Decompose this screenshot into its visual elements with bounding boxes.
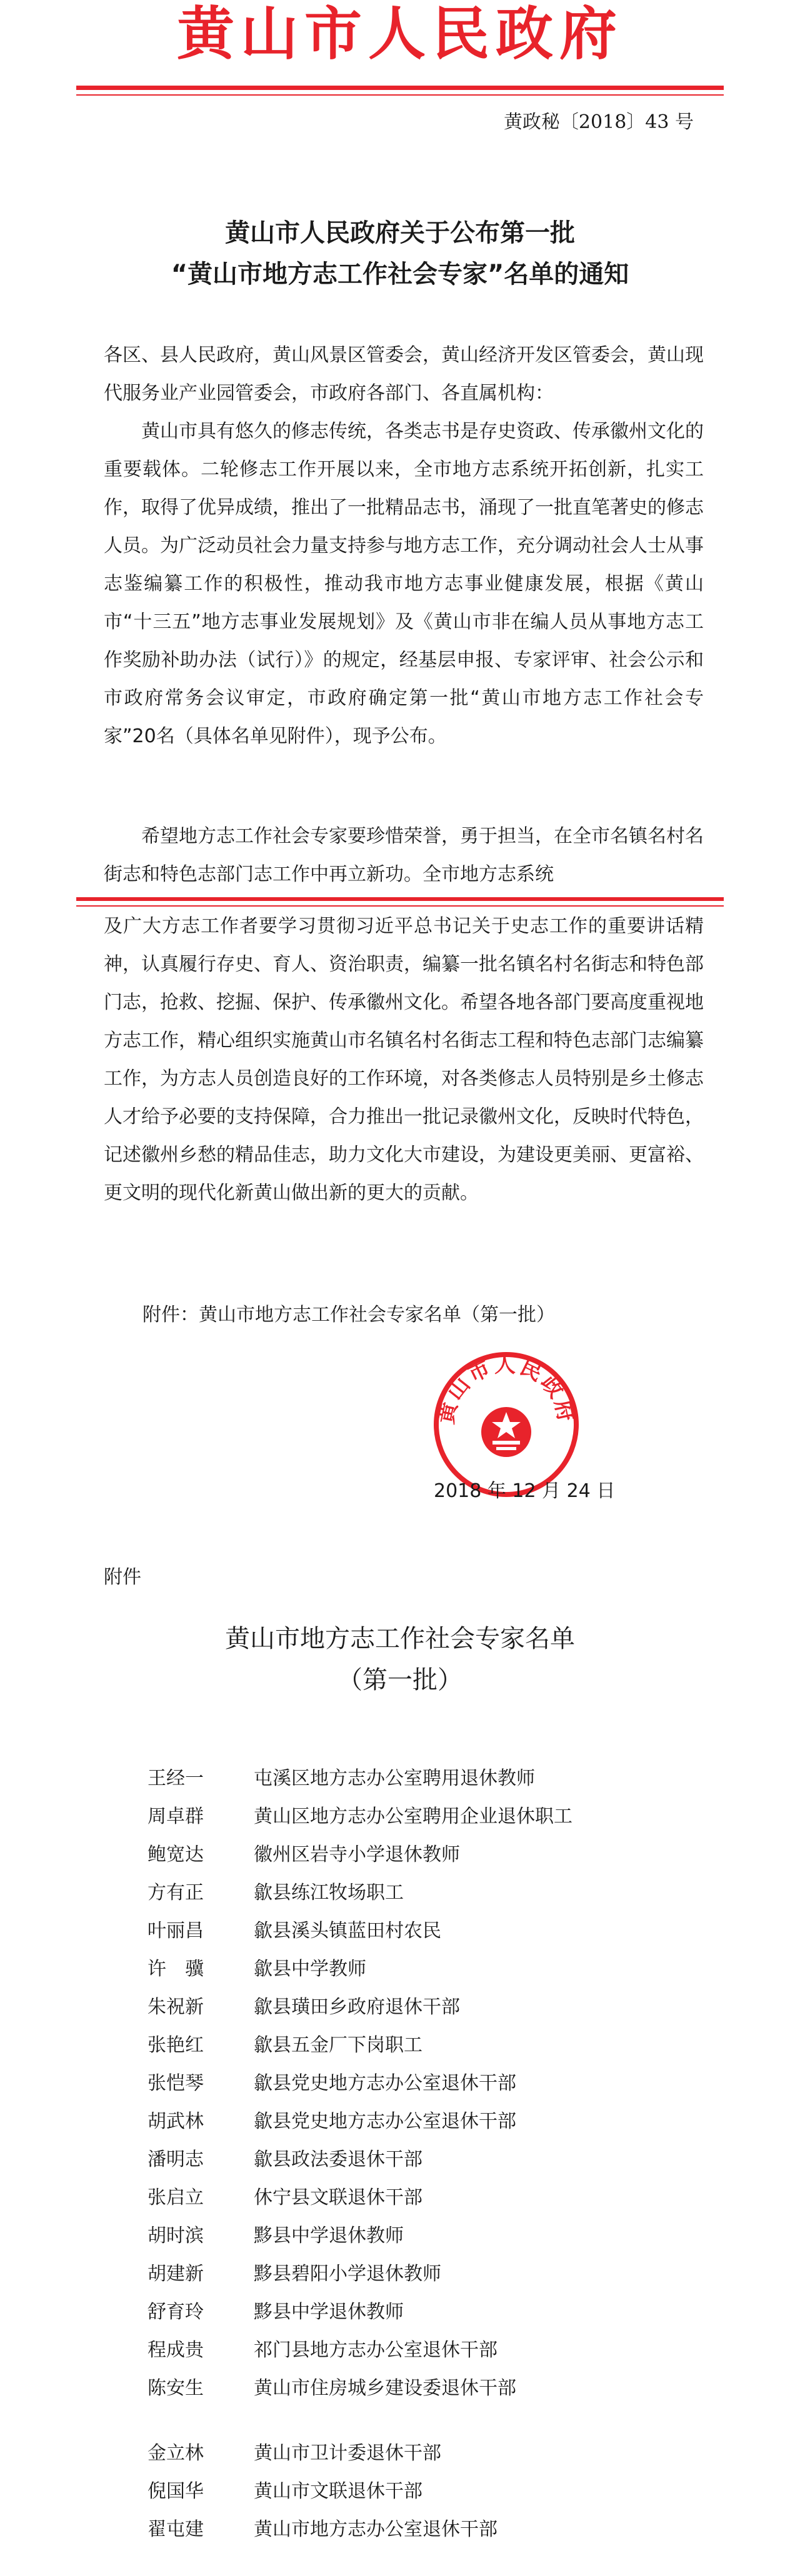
expert-affiliation: 屯溪区地方志办公室聘用退休教师 bbox=[254, 1767, 535, 1789]
expert-row bbox=[148, 2470, 710, 2508]
annex-title-line2: （第一批） bbox=[338, 1666, 462, 1694]
notice-title-line1: 黄山市人民政府关于公布第一批 bbox=[225, 219, 575, 247]
expert-name: 陈安生 bbox=[148, 2377, 204, 2399]
expert-affiliation: 歙县中学教师 bbox=[254, 1957, 366, 1980]
expert-row bbox=[148, 1986, 710, 2024]
attachment-reference: 附件：黄山市地方志工作社会专家名单（第一批） bbox=[142, 1304, 555, 1326]
expert-name: 潘明志 bbox=[148, 2148, 204, 2171]
expert-affiliation: 黄山市地方志办公室退休干部 bbox=[254, 2518, 498, 2540]
expert-name: 许 骥 bbox=[148, 1957, 204, 1980]
expert-affiliation: 歙县党史地方志办公室退休干部 bbox=[254, 2110, 516, 2132]
expert-row bbox=[148, 2508, 710, 2546]
expert-affiliation: 黄山区地方志办公室聘用企业退休职工 bbox=[254, 1805, 572, 1828]
expert-name: 方有正 bbox=[148, 1881, 204, 1904]
expert-row bbox=[148, 2329, 710, 2367]
expert-name: 舒育玲 bbox=[148, 2300, 204, 2323]
signature-date: 2018 年 12 月 24 日 bbox=[434, 1480, 616, 1502]
expert-affiliation: 歙县璜田乡政府退休干部 bbox=[254, 1996, 460, 2018]
expert-row bbox=[148, 2024, 710, 2062]
section-thick-rule bbox=[76, 897, 724, 901]
expert-name: 胡时滨 bbox=[148, 2224, 204, 2247]
expert-row bbox=[148, 2100, 710, 2138]
expert-row bbox=[148, 1909, 710, 1947]
expert-affiliation: 歙县政法委退休干部 bbox=[254, 2148, 422, 2171]
masthead-title: 黄山市人民政府 bbox=[176, 1, 623, 67]
expert-row bbox=[148, 2252, 710, 2290]
expert-affiliation: 黄山市住房城乡建设委退休干部 bbox=[254, 2377, 516, 2399]
national-emblem-icon bbox=[481, 1407, 531, 1457]
expert-name: 朱祝新 bbox=[148, 1996, 204, 2018]
addressee: 各区、县人民政府，黄山风景区管委会，黄山经济开发区管委会，黄山现代服务业产业园管委会，市政府各部门、各直属机构： bbox=[104, 344, 704, 404]
body-paragraph-2-continued: 及广大方志工作者要学习贯彻习近平总书记关于史志工作的重要讲话精神，认真履行存史、育人、资治职责，编纂一批名镇名村名街志和特色部门志，抢救、挖掘、保护、传承徽州文化。希望各地各部门要高度重视地方志工作，精心组织实施黄山市名镇名村名街志工程和特色志部门志编纂工作，为方志人员创造良好的工作环境，对各类修志人员特别是乡土修志人才给予必要的支持保障，合力推出一批记录徽州文化，反映时代特色，记述徽州乡愁的精品佳志，助力文化大市建设，为建设更美丽、更富裕、更文明的现代化新黄山做出新的更大的贡献。 bbox=[104, 915, 704, 1204]
expert-affiliation: 徽州区岩寺小学退休教师 bbox=[254, 1843, 460, 1866]
expert-name: 周卓群 bbox=[148, 1805, 204, 1828]
masthead-thin-rule bbox=[76, 94, 724, 96]
masthead-thick-rule bbox=[76, 86, 724, 90]
expert-row bbox=[148, 2138, 710, 2176]
expert-name: 翟屯建 bbox=[148, 2518, 204, 2540]
expert-name: 叶丽昌 bbox=[148, 1919, 204, 1942]
expert-affiliation: 黟县中学退休教师 bbox=[254, 2300, 404, 2323]
expert-name: 倪国华 bbox=[148, 2480, 204, 2502]
expert-affiliation: 黟县碧阳小学退休教师 bbox=[254, 2262, 441, 2285]
expert-row bbox=[148, 2214, 710, 2252]
expert-name: 张启立 bbox=[148, 2186, 204, 2209]
expert-row bbox=[148, 2367, 710, 2405]
expert-affiliation: 歙县党史地方志办公室退休干部 bbox=[254, 2072, 516, 2094]
annex-title-line1: 黄山市地方志工作社会专家名单 bbox=[225, 1624, 575, 1653]
expert-name: 胡建新 bbox=[148, 2262, 204, 2285]
expert-affiliation: 歙县溪头镇蓝田村农民 bbox=[254, 1919, 441, 1942]
expert-row bbox=[148, 2432, 710, 2470]
expert-row bbox=[148, 1833, 710, 1871]
expert-row bbox=[148, 2290, 710, 2329]
expert-affiliation: 黄山市卫计委退休干部 bbox=[254, 2442, 441, 2464]
expert-name: 程成贵 bbox=[148, 2339, 204, 2361]
expert-affiliation: 歙县练江牧场职工 bbox=[254, 1881, 404, 1904]
expert-name: 鲍宽达 bbox=[148, 1843, 204, 1866]
expert-name: 金立林 bbox=[148, 2442, 204, 2464]
expert-row bbox=[148, 1795, 710, 1833]
body-paragraph-2-start: 希望地方志工作社会专家要珍惜荣誉，勇于担当，在全市名镇名村名街志和特色志部门志工作中再立新功。全市地方志系统 bbox=[104, 825, 704, 885]
expert-affiliation: 黄山市文联退休干部 bbox=[254, 2480, 422, 2502]
expert-row bbox=[148, 2062, 710, 2100]
expert-row bbox=[148, 1871, 710, 1909]
expert-name: 王经一 bbox=[148, 1767, 204, 1789]
expert-affiliation: 祁门县地方志办公室退休干部 bbox=[254, 2339, 498, 2361]
expert-affiliation: 歙县五金厂下岗职工 bbox=[254, 2034, 422, 2056]
expert-list-group-2 bbox=[148, 2432, 710, 2546]
annex-label: 附件 bbox=[104, 1566, 141, 1588]
section-thin-rule bbox=[76, 905, 724, 907]
notice-title-line2: “黄山市地方志工作社会专家”名单的通知 bbox=[171, 260, 629, 289]
expert-name: 张艳红 bbox=[148, 2034, 204, 2056]
expert-row bbox=[148, 1947, 710, 1986]
expert-list-group-1 bbox=[148, 1757, 710, 2405]
body-paragraph-1: 黄山市具有悠久的修志传统，各类志书是存史资政、传承徽州文化的重要载体。二轮修志工作开展以来，全市地方志系统开拓创新，扎实工作，取得了优异成绩，推出了一批精品志书，涌现了一批直笔著史的修志人员。为广泛动员社会力量支持参与地方志工作，充分调动社会人士从事志鉴编纂工作的积极性，推动我市地方志事业健康发展，根据《黄山市“十三五”地方志事业发展规划》及《黄山市非在编人员从事地方志工作奖励补助办法（试行）》的规定，经基层申报、专家评审、社会公示和市政府常务会议审定，市政府确定第一批“黄山市地方志工作社会专家”20名（具体名单见附件），现予公布。 bbox=[104, 420, 704, 747]
expert-name: 张恺琴 bbox=[148, 2072, 204, 2094]
expert-name: 胡武林 bbox=[148, 2110, 204, 2132]
expert-affiliation: 黟县中学退休教师 bbox=[254, 2224, 404, 2247]
document-number: 黄政秘〔2018〕43 号 bbox=[503, 111, 694, 133]
expert-row bbox=[148, 1757, 710, 1795]
seal-text: 黄山市人民政府 bbox=[433, 1352, 579, 1426]
expert-row bbox=[148, 2176, 710, 2214]
expert-affiliation: 休宁县文联退休干部 bbox=[254, 2186, 422, 2209]
